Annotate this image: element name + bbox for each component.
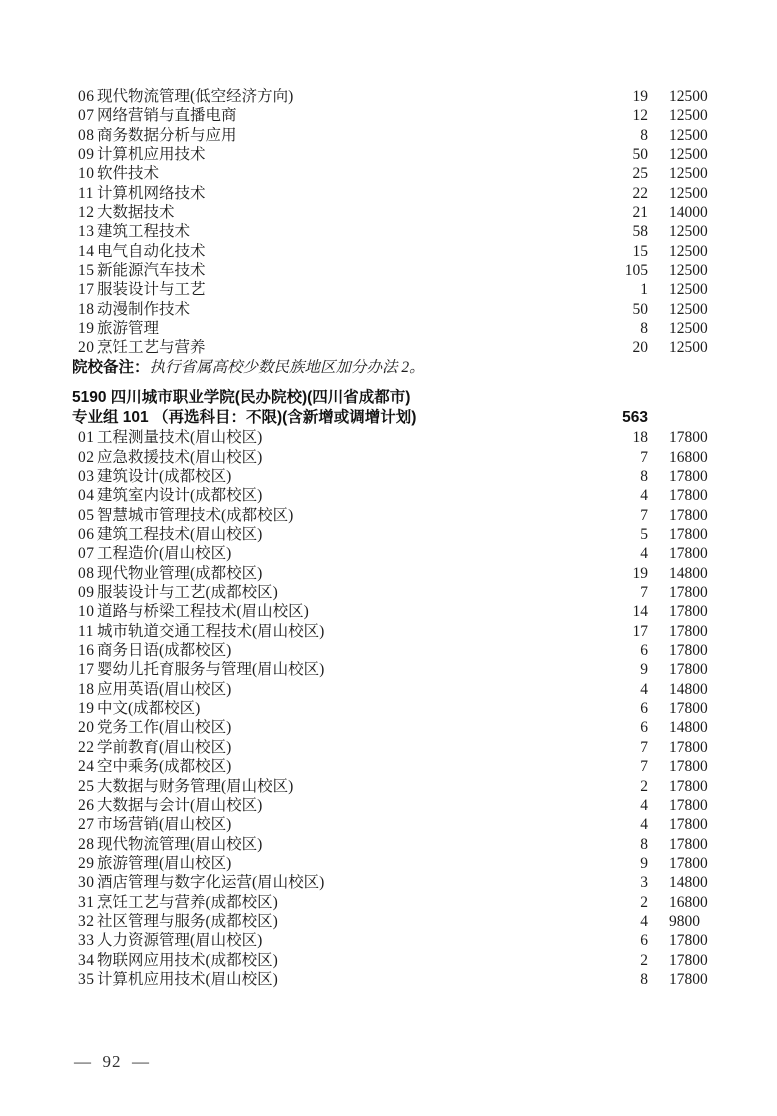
major-number: 06 (78, 88, 95, 105)
tuition-fee: 17800 (669, 738, 708, 756)
table-row (0, 467, 777, 486)
plan-count: 17 (632, 622, 648, 640)
major-number: 34 (78, 951, 95, 969)
plan-count: 7 (640, 758, 648, 776)
major-group-label: 专业组 101 （再选科目：不限)(含新增或调增计划) (72, 409, 417, 427)
major-name: 市场营销(眉山校区) (97, 816, 232, 834)
plan-count: 19 (632, 564, 648, 582)
plan-count: 6 (640, 700, 648, 718)
plan-count: 6 (640, 932, 648, 950)
major-number: 14 (78, 242, 95, 260)
table-row (0, 931, 777, 950)
major-number: 32 (78, 912, 95, 930)
plan-count: 50 (632, 300, 648, 318)
tuition-fee: 17800 (669, 700, 708, 718)
major-name: 烹饪工艺与营养 (97, 339, 206, 357)
table-row (0, 564, 777, 583)
tuition-fee: 12500 (669, 223, 708, 241)
table-row (0, 164, 777, 183)
plan-count: 4 (640, 816, 648, 834)
table-row (0, 448, 777, 467)
tuition-fee: 12500 (669, 262, 708, 280)
plan-count: 50 (632, 146, 648, 164)
table-row (0, 796, 777, 815)
major-name: 婴幼儿托育服务与管理(眉山校区) (97, 661, 325, 679)
major-number: 10 (78, 165, 95, 183)
tuition-fee: 17800 (669, 622, 708, 640)
major-number: 27 (78, 816, 95, 834)
tuition-fee: 17800 (669, 661, 708, 679)
tuition-fee: 17800 (669, 951, 708, 969)
major-name: 工程造价(眉山校区) (97, 545, 232, 563)
major-name: 应用英语(眉山校区) (97, 680, 232, 698)
major-name: 服装设计与工艺(成都校区) (97, 584, 278, 602)
plan-count: 1 (640, 281, 648, 299)
major-name: 工程测量技术(眉山校区) (97, 429, 263, 447)
plan-count: 4 (640, 796, 648, 814)
tuition-fee: 12500 (669, 281, 708, 299)
tuition-fee: 17800 (669, 796, 708, 814)
table-row (0, 815, 777, 834)
major-number: 28 (78, 835, 95, 853)
table-row (0, 912, 777, 931)
table-row (0, 854, 777, 873)
major-name: 大数据与财务管理(眉山校区) (97, 777, 294, 795)
major-name: 空中乘务(成都校区) (97, 758, 232, 776)
major-number: 08 (78, 564, 95, 582)
major-number: 02 (78, 448, 95, 466)
table-row (0, 660, 777, 679)
major-name: 建筑工程技术 (97, 223, 191, 241)
plan-count: 15 (632, 242, 648, 260)
table-row (0, 951, 777, 970)
major-number: 33 (78, 932, 95, 950)
major-number: 13 (78, 223, 95, 241)
major-number: 25 (78, 777, 95, 795)
school-note (0, 358, 777, 378)
tuition-fee: 12500 (669, 165, 708, 183)
table-row (0, 126, 777, 145)
tuition-fee: 14800 (669, 874, 708, 892)
major-number: 07 (78, 545, 95, 563)
table-row (0, 87, 777, 106)
major-name: 软件技术 (97, 165, 160, 183)
table-row (0, 970, 777, 989)
tuition-fee: 14800 (669, 719, 708, 737)
tuition-fee: 9800 (669, 912, 700, 930)
major-name: 商务日语(成都校区) (97, 642, 232, 660)
plan-count: 5 (640, 526, 648, 544)
major-number: 16 (78, 642, 95, 660)
table-row (0, 184, 777, 203)
major-number: 18 (78, 680, 95, 698)
plan-count: 8 (640, 468, 648, 485)
tuition-fee: 12500 (669, 339, 708, 357)
plan-count: 4 (640, 487, 648, 505)
tuition-fee: 12500 (669, 242, 708, 260)
school-note-text: 执行省属高校少数民族地区加分办法 2。 (149, 358, 425, 376)
major-number: 09 (78, 146, 95, 164)
major-name: 智慧城市管理技术(成都校区) (97, 506, 294, 524)
plan-count: 7 (640, 738, 648, 756)
table-row (0, 222, 777, 241)
major-number: 24 (78, 758, 95, 776)
major-number: 01 (78, 429, 95, 447)
tuition-fee: 17800 (669, 835, 708, 853)
major-number: 26 (78, 796, 95, 814)
major-number: 19 (78, 700, 95, 718)
major-name: 现代物流管理(眉山校区) (97, 835, 263, 853)
major-number: 03 (78, 468, 95, 485)
major-number: 19 (78, 320, 95, 338)
tuition-fee: 17800 (669, 487, 708, 505)
plan-count: 18 (632, 429, 648, 447)
major-name: 旅游管理 (97, 320, 160, 338)
major-group-total: 563 (622, 409, 648, 427)
table-row (0, 835, 777, 854)
major-number: 15 (78, 262, 95, 280)
tuition-fee: 17800 (669, 545, 708, 563)
major-number: 17 (78, 281, 95, 299)
major-number: 30 (78, 874, 95, 892)
major-number: 18 (78, 300, 95, 318)
major-name: 人力资源管理(眉山校区) (97, 932, 263, 950)
tuition-fee: 17800 (669, 642, 708, 660)
major-number: 11 (78, 622, 94, 640)
major-name: 大数据技术 (97, 204, 175, 222)
plan-count: 4 (640, 680, 648, 698)
table-row (0, 641, 777, 660)
plan-count: 22 (632, 184, 648, 202)
plan-count: 12 (632, 107, 648, 125)
tuition-fee: 14800 (669, 564, 708, 582)
plan-count: 9 (640, 854, 648, 872)
tuition-fee: 12500 (669, 300, 708, 318)
school-major-table (0, 428, 777, 989)
table-row (0, 242, 777, 261)
table-row (0, 544, 777, 563)
major-name: 大数据与会计(眉山校区) (97, 796, 263, 814)
plan-count: 19 (632, 88, 648, 105)
major-number: 09 (78, 584, 95, 602)
major-name: 计算机应用技术(眉山校区) (97, 970, 278, 988)
major-name: 新能源汽车技术 (97, 262, 206, 280)
tuition-fee: 12500 (669, 146, 708, 164)
table-row (0, 525, 777, 544)
plan-count: 8 (640, 320, 648, 338)
table-row (0, 583, 777, 602)
table-row (0, 106, 777, 125)
table-row (0, 757, 777, 776)
tuition-fee: 17800 (669, 758, 708, 776)
major-name: 电气自动化技术 (97, 242, 206, 260)
tuition-fee: 17800 (669, 603, 708, 621)
plan-count: 8 (640, 835, 648, 853)
tuition-fee: 17800 (669, 584, 708, 602)
table-row (0, 203, 777, 222)
major-number: 04 (78, 487, 95, 505)
table-row (0, 300, 777, 319)
plan-count: 2 (640, 951, 648, 969)
plan-count: 8 (640, 970, 648, 988)
tuition-fee: 12500 (669, 107, 708, 125)
tuition-fee: 17800 (669, 526, 708, 544)
tuition-fee: 17800 (669, 932, 708, 950)
major-name: 计算机网络技术 (97, 184, 206, 202)
major-name: 中文(成都校区) (97, 700, 201, 718)
major-name: 物联网应用技术(成都校区) (97, 951, 278, 969)
major-group-row (0, 408, 777, 428)
major-number: 06 (78, 526, 95, 544)
plan-count: 4 (640, 912, 648, 930)
plan-count: 58 (632, 223, 648, 241)
plan-count: 14 (632, 603, 648, 621)
major-name: 网络营销与直播电商 (97, 107, 237, 125)
plan-count: 4 (640, 545, 648, 563)
major-number: 12 (78, 204, 95, 222)
table-row (0, 622, 777, 641)
tuition-fee: 17800 (669, 970, 708, 988)
plan-count: 2 (640, 777, 648, 795)
plan-count: 21 (632, 204, 648, 222)
major-name: 商务数据分析与应用 (97, 126, 237, 144)
major-name: 应急救援技术(眉山校区) (97, 448, 263, 466)
tuition-fee: 16800 (669, 448, 708, 466)
major-number: 05 (78, 506, 95, 524)
plan-count: 6 (640, 642, 648, 660)
tuition-fee: 14000 (669, 204, 708, 222)
table-row (0, 699, 777, 718)
table-row (0, 506, 777, 525)
school-header: 5190 四川城市职业学院(民办院校)(四川省成都市) (72, 389, 411, 407)
tuition-fee: 14800 (669, 680, 708, 698)
major-name: 道路与桥梁工程技术(眉山校区) (97, 603, 309, 621)
major-number: 20 (78, 339, 95, 357)
plan-count: 6 (640, 719, 648, 737)
table-row (0, 428, 777, 447)
table-row (0, 777, 777, 796)
plan-count: 2 (640, 893, 648, 911)
tuition-fee: 12500 (669, 126, 708, 144)
major-number: 31 (78, 893, 95, 911)
tuition-fee: 12500 (669, 88, 708, 105)
major-name: 计算机应用技术 (97, 146, 206, 164)
table-row (0, 718, 777, 737)
plan-count: 7 (640, 584, 648, 602)
major-name: 学前教育(眉山校区) (97, 738, 232, 756)
tuition-fee: 17800 (669, 854, 708, 872)
table-row (0, 145, 777, 164)
major-name: 酒店管理与数字化运营(眉山校区) (97, 874, 325, 892)
plan-count: 7 (640, 506, 648, 524)
major-name: 旅游管理(眉山校区) (97, 854, 232, 872)
table-row (0, 893, 777, 912)
tuition-fee: 17800 (669, 816, 708, 834)
plan-count: 7 (640, 448, 648, 466)
tuition-fee: 17800 (669, 506, 708, 524)
continued-major-table (0, 87, 777, 358)
major-name: 现代物业管理(成都校区) (97, 564, 263, 582)
major-name: 党务工作(眉山校区) (97, 719, 232, 737)
major-number: 08 (78, 126, 95, 144)
major-number: 29 (78, 854, 95, 872)
tuition-fee: 12500 (669, 320, 708, 338)
plan-count: 9 (640, 661, 648, 679)
major-number: 17 (78, 661, 95, 679)
major-number: 35 (78, 970, 95, 988)
plan-count: 8 (640, 126, 648, 144)
table-row (0, 338, 777, 357)
major-number: 11 (78, 184, 94, 202)
tuition-fee: 17800 (669, 429, 708, 447)
major-name: 烹饪工艺与营养(成都校区) (97, 893, 278, 911)
major-name: 现代物流管理(低空经济方向) (97, 88, 294, 105)
table-row (0, 873, 777, 892)
major-number: 22 (78, 738, 95, 756)
table-row (0, 319, 777, 338)
table-row (0, 738, 777, 757)
major-number: 10 (78, 603, 95, 621)
major-name: 城市轨道交通工程技术(眉山校区) (97, 622, 325, 640)
major-number: 20 (78, 719, 95, 737)
table-row (0, 261, 777, 280)
school-note-label: 院校备注： (72, 358, 150, 376)
tuition-fee: 17800 (669, 468, 708, 485)
major-name: 服装设计与工艺 (97, 281, 206, 299)
tuition-fee: 16800 (669, 893, 708, 911)
major-number: 07 (78, 107, 95, 125)
table-row (0, 280, 777, 299)
plan-count: 20 (632, 339, 648, 357)
tuition-fee: 17800 (669, 777, 708, 795)
major-name: 动漫制作技术 (97, 300, 191, 318)
document-page (0, 87, 777, 989)
major-name: 建筑室内设计(成都校区) (97, 487, 263, 505)
table-row (0, 680, 777, 699)
plan-count: 25 (632, 165, 648, 183)
major-name: 建筑设计(成都校区) (97, 468, 232, 485)
plan-count: 105 (624, 262, 648, 280)
major-name: 建筑工程技术(眉山校区) (97, 526, 263, 544)
table-row (0, 602, 777, 621)
table-row (0, 486, 777, 505)
plan-count: 3 (640, 874, 648, 892)
page-number-footer: — 92 — (74, 1052, 150, 1071)
tuition-fee: 12500 (669, 184, 708, 202)
major-name: 社区管理与服务(成都校区) (97, 912, 278, 930)
